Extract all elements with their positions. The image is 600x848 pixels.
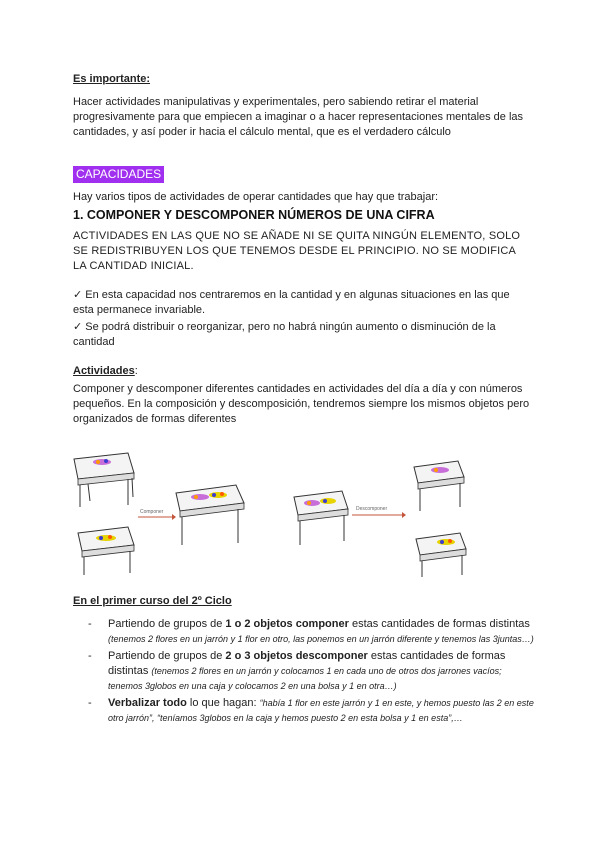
- actividades-heading-line: [73, 364, 533, 379]
- item-text: estas cantidades de formas distintas: [348, 618, 530, 630]
- decompose-arrow-label: Descomponer: [356, 506, 388, 512]
- ciclo-list: [88, 617, 538, 728]
- actividades-colon: :: [134, 365, 138, 377]
- caps-definition: ACTIVIDADES EN LAS QUE NO SE AÑADE NI SE QUITA NINGÚN ELEMENTO, SOLO SE REDISTRIBUYEN LOS QUE TENEMOS DESDE EL PRINCIPIO. NO SE MODIFICA LA CANTIDAD INICIAL.: [73, 230, 521, 272]
- item-text: Partiendo de grupos de: [108, 650, 226, 662]
- list-item: - Verbalizar todo lo que hagan: “había 1 flor en este jarrón y 1 en este, y hemos puesto las 2 en este otro jarrón”, “teníamos 3globos en la caja y hemos puesto 2 en esta bolsa y 1 en esta”,…: [88, 697, 534, 723]
- compose-arrow-label: Componer: [140, 509, 164, 515]
- item-bold: Verbalizar todo: [108, 697, 187, 709]
- item-bold: 2 o 3 objetos descomponer: [225, 650, 368, 662]
- table-icon: [176, 485, 244, 545]
- item-text: estas cantidades de formas distintas: [108, 650, 506, 677]
- item-bold: 1 o 2 objetos componer: [225, 618, 349, 630]
- capacidades-intro: Hay varios tipos de actividades de operar cantidades que hay que trabajar:: [73, 191, 439, 203]
- important-heading: Es importante:: [73, 73, 151, 85]
- list-item: - Partiendo de grupos de 1 o 2 objetos componer estas cantidades de formas distintas (tenemos 2 flores en un jarrón y 1 flor en otro, las ponemos en un jarrón diferente y tenemos las 3juntas…): [88, 618, 534, 644]
- table-icon: [294, 491, 348, 545]
- list-item: - Partiendo de grupos de 2 o 3 objetos descomponer estas cantidades de formas distintas (tenemos 2 flores en un jarrón y colocamos 1 en cada uno de otros dos jarrones vacíos; tenemos 3globos en una caja y colocamos 2 en una bolsa y 1 en otra…): [88, 650, 506, 691]
- table-icon: [78, 527, 134, 575]
- item-example: “había 1 flor en este jarrón y 1 en este, y hemos puesto las 2 en este otro jarrón”, “teníamos 3globos en la caja y hemos puesto 2 en esta bolsa y 1 en esta”,…: [108, 698, 534, 723]
- item-text: lo que hagan:: [186, 697, 260, 709]
- actividades-body: Componer y descomponer diferentes cantidades en actividades del día a día y con números pequeños. En la composición y descomposición, tendremos siempre los mismos objetos pero organizados de formas diferentes: [73, 383, 530, 425]
- table-icon: [74, 453, 134, 507]
- item-example: (tenemos 2 flores en un jarrón y colocamos 1 en cada uno de otros dos jarrones vacíos; tenemos 3globos en una caja y colocamos 2 en una bolsa y 1 en otra…): [108, 666, 502, 691]
- capacidades-badge: CAPACIDADES: [73, 166, 164, 183]
- item-text: Partiendo de grupos de: [108, 618, 226, 630]
- section-title: 1. COMPONER Y DESCOMPONER NÚMEROS DE UNA CIFRA: [73, 208, 435, 222]
- item-example: (tenemos 2 flores en un jarrón y 1 flor en otro, las ponemos en un jarrón diferente y tenemos las 3juntas…): [108, 634, 534, 644]
- table-icon: [414, 461, 464, 511]
- check-item-1: ✓ En esta capacidad nos centraremos en la cantidad y en algunas situaciones en las que esta permanece invariable.: [73, 289, 510, 316]
- ciclo-heading: En el primer curso del 2º Ciclo: [73, 595, 232, 607]
- decompose-illustration: [290, 445, 470, 580]
- compose-illustration: [68, 445, 268, 580]
- table-icon: [416, 533, 466, 577]
- check-item-2: ✓ Se podrá distribuir o reorganizar, pero no habrá ningún aumento o disminución de la cantidad: [73, 321, 496, 348]
- actividades-heading: Actividades: [73, 365, 135, 377]
- important-body: Hacer actividades manipulativas y experimentales, pero sabiendo retirar el material progresivamente para que empiecen a imaginar o a hacer representaciones mentales de las cantidades, y así poder ir hacia el cálculo mental, que es el verdadero cálculo: [73, 96, 524, 138]
